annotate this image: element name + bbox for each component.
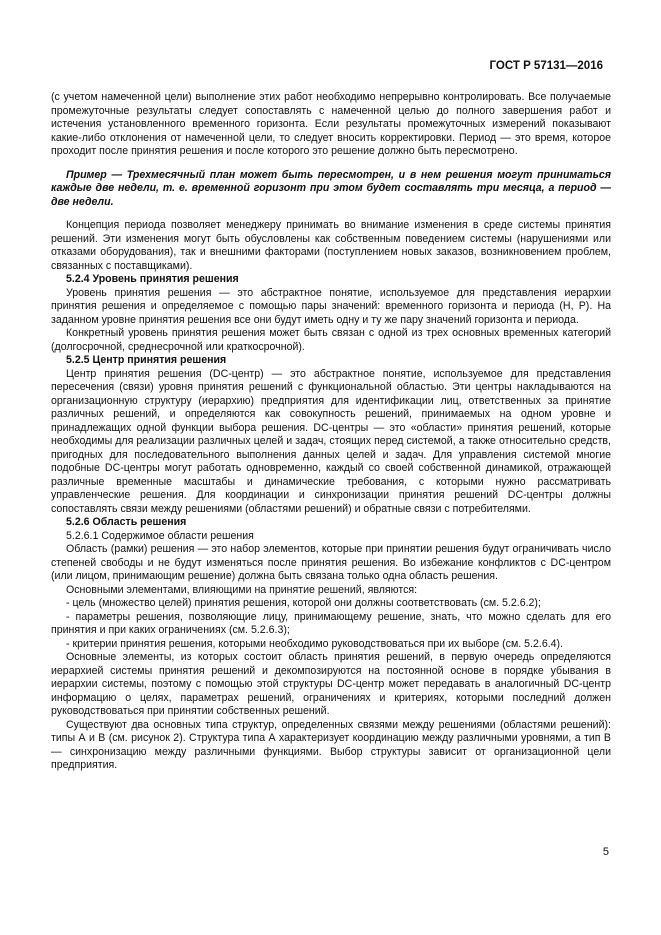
subsection-heading-5-2-6-1: 5.2.6.1 Содержимое области решения [66,529,254,542]
paragraph: Уровень принятия решения — это абстрактное понятие, используемое для представления иерархии принятия решения и определяемое с помощью пары значений: временного горизонта и периода (H, P). На заданном уровне принятия решения все они будут иметь одну и ту же пару значений горизонта и периода. [51,286,611,326]
paragraph: Концепция периода позволяет менеджеру принимать во внимание изменения в среде системы принятия решений. Эти изменения могут быть обусловлены как собственным поведением системы (нарушениями или отказами оборудования), так и внешними факторами (поступлением новых заказов, возникновением проблем, связанных с поставщиками). [51,219,611,272]
paragraph: Существуют два основных типа структур, определенных связями между решениями (областями решений): типы А и В (см. рисунок 2). Структура типа А характеризует координацию между различными уровнями, а тип В — синхронизацию между различными функциями. Выбор структуры зависит от организационной цели предприятия. [51,718,611,771]
page-number: 5 [602,846,609,858]
section-heading-5-2-4: 5.2.4 Уровень принятия решения [66,273,239,285]
paragraph: Конкретный уровень принятия решения может быть связан с одной из трех основных временных категорий (долгосрочной, среднесрочной или краткосрочной). [51,327,611,353]
list-item: - параметры решения, позволяющие лицу, принимающему решение, знать, что можно сделать для его принятия и при каких ограничениях (см. 5.2.6.3); [51,610,611,636]
paragraph: Центр принятия решения (DC-центр) — это абстрактное понятие, используемое для представления пересечения (связи) уровня принятия решений с функциональной областью. Эти центры накладываются на организационную структуру (иерархию) предприятия для идентификации лиц, ответственных за принятие различных решений, и определяются как совокупность решений, принимаемых на одном уровне и принадлежащих одной функции выбора решения. DC-центры — это «области» принятия решений, которые необходимы для реализации различных целей и задач, стоящих перед системой, а также относительно средств, пригодных для последовательного выполнения данных целей и задач. Для управления системой многие подобные DC-центры могут работать одновременно, каждый со своей собственной динамикой, отражающей различные временные масштабы и динамические требования, с которыми нужно рассматривать управленческие решения. Для координации и синхронизации принятия решений DC-центры должны сопоставлять связи между решениями (областями решений) и обратные связи с потребителями. [51,367,611,515]
paragraph: Основными элементами, влияющими на принятие решений, являются: [66,583,418,596]
paragraph: Основные элементы, из которых состоит область принятия решений, в первую очередь определяются иерархией системы принятия решений и декомпозируются на постоянной основе в порядке убывания в иерархии системы, поэтому с помощью этой структуры DC-центр может передавать в аналогичный DC-центр информацию о целях, параметрах решений, ограничениях и критериях, которыми последний должен руководствоваться при принятии собственных решений. [51,651,611,717]
section-heading-5-2-5: 5.2.5 Центр принятия решения [66,354,227,366]
paragraph: Область (рамки) решения — это набор элементов, которые при принятии решения будут ограничивать число степеней свободы и не будут изменяться после принятия решения. Во избежание конфликтов с DC-центром (или лицом, принимающим решение) должна быть связана только одна область решения. [51,543,611,582]
paragraph: (с учетом намеченной цели) выполнение этих работ необходимо непрерывно контролировать. Все получаемые промежуточные результаты следует сопоставлять с намеченной целью до полного завершения работ и истечения установленного временного горизонта. Если результаты промежуточных измерений показывают какие-либо отклонения от намеченной цели, то следует вносить корректировки. Период — это время, которое проходит после принятия решения и после которого это решение должно быть пересмотрено. [51,91,611,157]
example-note: Пример — Трехмесячный план может быть пересмотрен, и в нем решения могут приниматься каждые две недели, т. е. временной горизонт при этом будет составлять три месяца, а период — две недели. [51,168,611,208]
list-item: - цель (множество целей) принятия решения, которой они должны соответствовать (см. 5.2.6.2); [66,597,541,609]
document-id: ГОСТ Р 57131—2016 [489,60,603,72]
section-heading-5-2-6: 5.2.6 Область решения [66,516,187,528]
list-item: - критерии принятия решения, которыми необходимо руководствоваться при их выборе (см. 5.2.6.4). [66,637,564,650]
page-body [51,91,611,773]
